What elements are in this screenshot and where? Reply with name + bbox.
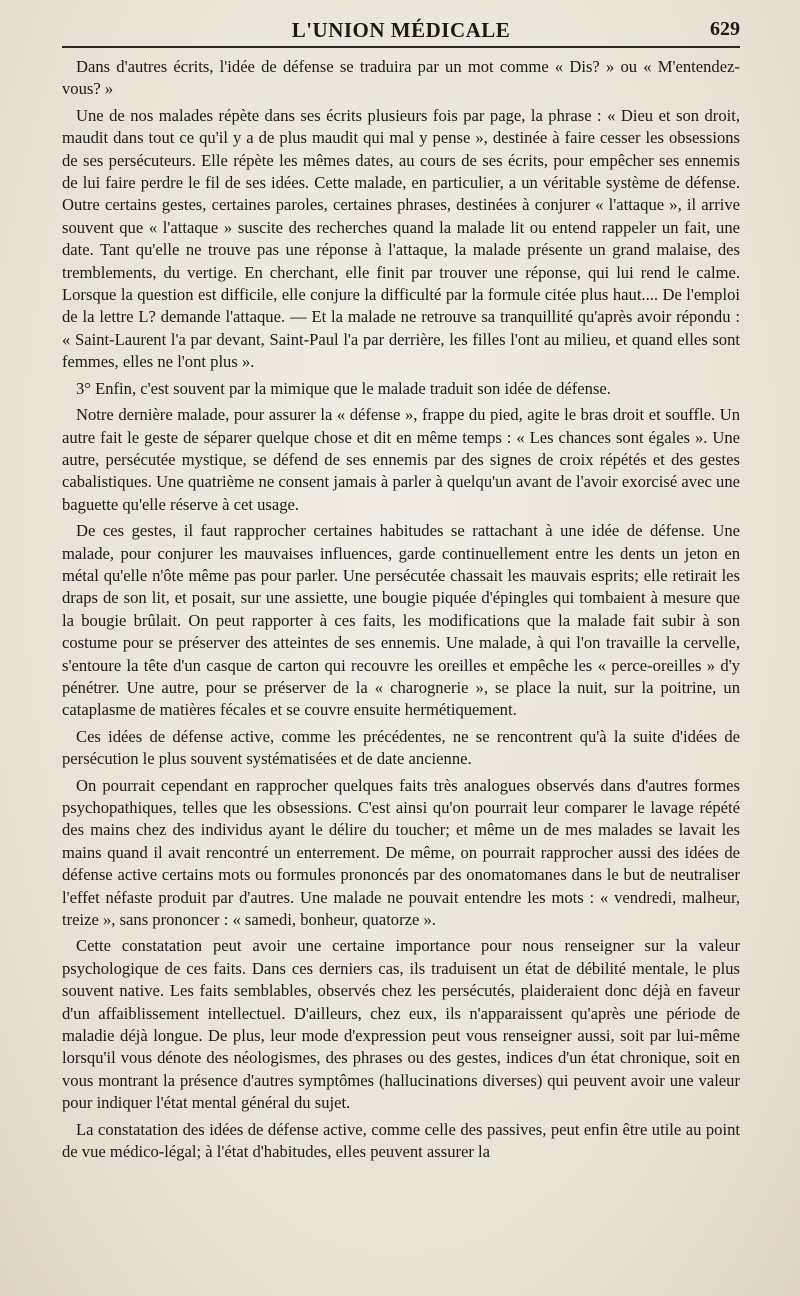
paragraph: La constatation des idées de défense active, comme celle des passives, peut enfin être utile au point de vue médico-légal; à l'état d'habitudes, elles peuvent assurer la	[62, 1119, 740, 1162]
paragraph: Ces idées de défense active, comme les précédentes, ne se rencontrent qu'à la suite d'idées de persécution le plus souvent systématisées et de date ancienne.	[62, 726, 740, 769]
paragraph: De ces gestes, il faut rapprocher certaines habitudes se rattachant à une idée de défense. Une malade, pour conjurer les mauvaises influences, garde continuellement entre les dents un jeton en métal qu'elle n'ôte même pas pour parler. Une persécutée chassait les mauvais esprits; elle retirait les draps de son lit, et posait, sur une assiette, une bougie piquée d'épingles qui tombaient à mesure que la bougie brûlait. On peut rapporter à ces faits, les modifications que la malade fait subir à son costume pour se préserver des atteintes de ses ennemis. Une malade, à qui l'on travaille la cervelle, s'entoure la tête d'un casque de carton qui recouvre les oreilles et empêche les « perce-oreilles » d'y pénétrer. Une autre, pour se préserver de la « charognerie », se place la nuit, sur la poitrine, un cataplasme de matières fécales et se couvre ensuite hermétiquement.	[62, 521, 740, 720]
paragraph: Cette constatation peut avoir une certaine importance pour nous renseigner sur la valeur psychologique de ces faits. Dans ces derniers cas, ils traduisent un état de débilité mentale, le plus souvent native. Les faits semblables, observés chez les persécutés, plaideraient donc déjà en faveur d'un affaiblissement intellectuel. D'ailleurs, chez eux, ils n'apparaissent qu'après une période de maladie déjà longue. De plus, leur mode d'expression peut vous renseigner aussi, soit par lui-même lorsqu'il vous dénote des néologismes, des phrases ou des gestes, indices d'un état chronique, soit en vous montrant la présence d'autres symptômes (hallucinations diverses) qui peuvent avoir une valeur pour indiquer l'état mental général du sujet.	[62, 936, 740, 1113]
paragraph: Notre dernière malade, pour assurer la « défense », frappe du pied, agite le bras droit et souffle. Un autre fait le geste de séparer quelque chose et dit en même temps : « Les chances sont égales ». Une autre, persécutée mystique, se défend de ses ennemis par des signes de croix répétés et des gestes cabalistiques. Une quatrième ne consent jamais à parler à quelqu'un avant de l'avoir exorcisé avec une baguette qu'elle réserve à cet usage.	[62, 405, 740, 514]
paragraph: On pourrait cependant en rapprocher quelques faits très analogues observés dans d'autres formes psychopathiques, telles que les obsessions. C'est ainsi qu'on pourrait leur comparer le lavage répété des mains chez des individus ayant le délire du toucher; et même un de mes malades se lavait les mains quand il avait rencontré un enterrement. De même, on pourrait rapprocher aussi des idées de défense active certains mots ou formules prononcés par des onomatomanes dans le but de neutraliser l'effet néfaste produit par d'autres. Une malade ne pouvait entendre les mots : « vendredi, malheur, treize », sans prononcer : « samedi, bonheur, quatorze ».	[62, 775, 740, 930]
paragraph: 3° Enfin, c'est souvent par la mimique que le malade traduit son idée de défense.	[76, 378, 611, 398]
paragraph: Dans d'autres écrits, l'idée de défense se traduira par un mot comme « Dis? » ou « M'entendez-vous? »	[62, 57, 740, 99]
running-title: L'UNION MÉDICALE	[291, 18, 511, 42]
page-header	[62, 16, 740, 48]
paragraph: Une de nos malades répète dans ses écrits plusieurs fois par page, la phrase : « Dieu et son droit, maudit dans tout ce qu'il y a de plus maudit qui mal y pense », destinée à faire cesser les obsessions de ses persécuteurs. Elle répète les mêmes dates, au cours de ses écrits, pour empêcher ses ennemis de lui faire perdre le fil de ses idées. Cette malade, en particulier, a un véritable système de défense. Outre certains gestes, certaines paroles, certaines phrases, destinées à conjurer « l'attaque », il arrive souvent que « l'attaque » suscite des recherches quand la malade lit ou entend rappeler un fait, une date. Tant qu'elle ne trouve pas une réponse à l'attaque, la malade présente un grand malaise, des tremblements, du vertige. En cherchant, elle finit par trouver une réponse, qui lui rend le calme. Lorsque la question est difficile, elle conjure la difficulté par la formule citée plus haut.... De l'emploi de la lettre L? demande l'attaque. — Et la malade ne retrouve sa tranquillité qu'après avoir répondu : « Saint-Laurent l'a par devant, Saint-Paul l'a par derrière, les filles l'ont au milieu, et quand elles sont femmes, elles ne l'ont plus ».	[62, 105, 740, 372]
page-number: 629	[710, 18, 740, 40]
body-text	[62, 48, 740, 1164]
